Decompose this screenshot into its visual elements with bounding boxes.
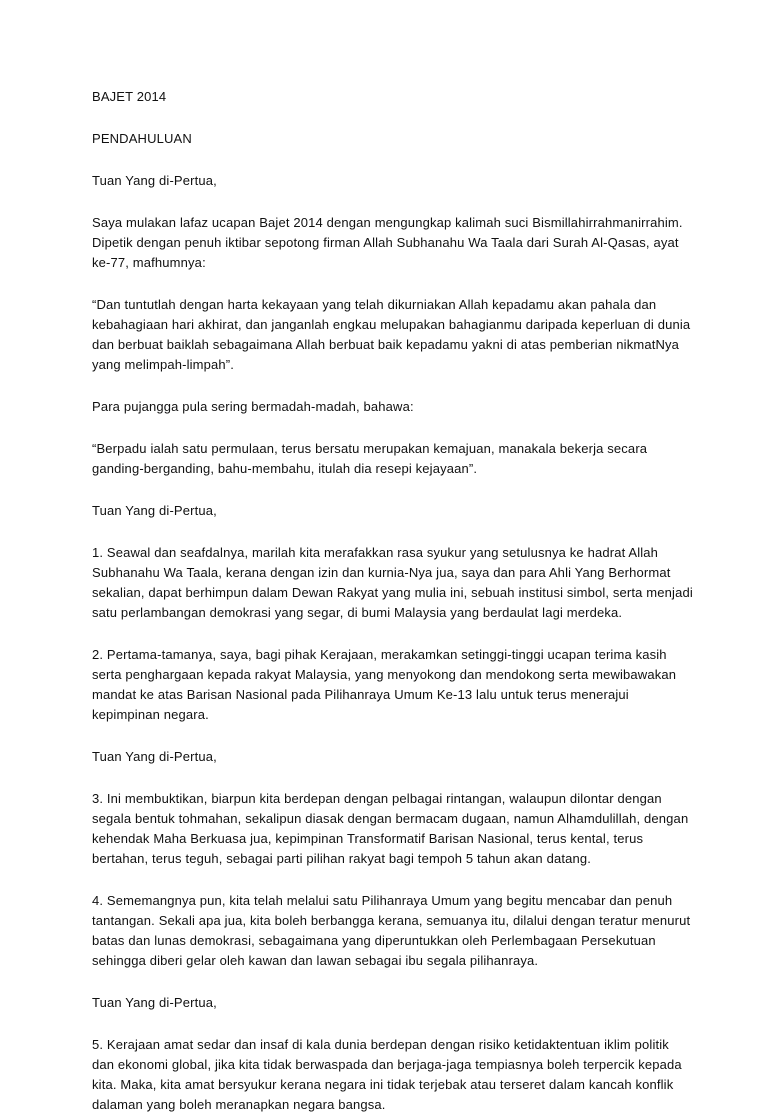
document-title [92, 87, 712, 107]
document-title-text: BAJET 2014 [92, 89, 167, 104]
paragraph-line: bertahan, terus teguh, sebagai parti pilihan rakyat bagi tempoh 5 tahun akan datang. [92, 851, 591, 866]
paragraph-line: dalaman yang boleh meranapkan negara bangsa. [92, 1097, 386, 1112]
paragraph-line: satu perlambangan demokrasi yang segar, di bumi Malaysia yang berdaulat lagi merdeka. [92, 605, 623, 620]
document-body [92, 171, 712, 1115]
paragraph-line: dan ekonomi global, jika kita tidak berwaspada dan berjaga-jaga tempiasnya boleh terpercik kepada [92, 1057, 682, 1072]
paragraph-line: Tuan Yang di-Pertua, [92, 749, 217, 764]
paragraph-line: Subhanahu Wa Taala, kerana dengan izin dan kurnia-Nya jua, saya dan para Ahli Yang Berhormat [92, 565, 671, 580]
paragraph [92, 993, 712, 1013]
paragraph-line: 5. Kerajaan amat sedar dan insaf di kala dunia berdepan dengan risiko ketidaktentuan iklim politik [92, 1037, 669, 1052]
paragraph [92, 543, 712, 623]
paragraph [92, 747, 712, 767]
paragraph-line: serta penghargaan kepada rakyat Malaysia, yang menyokong dan mendokong serta mewibawakan [92, 667, 677, 682]
paragraph-line: segala bentuk tohmahan, sekalipun diasak dengan bermacam dugaan, namun Alhamdulillah, dengan [92, 811, 689, 826]
paragraph [92, 501, 712, 521]
paragraph-line: “Berpadu ialah satu permulaan, terus bersatu merupakan kemajuan, manakala bekerja secara [92, 441, 648, 456]
paragraph-line: Dipetik dengan penuh iktibar sepotong firman Allah Subhanahu Wa Taala dari Surah Al-Qasas, ayat [92, 235, 679, 250]
paragraph-line: dan berbuat baiklah sebagaimana Allah berbuat baik kepadamu yakni di atas pemberian nikmatNya [92, 337, 680, 352]
paragraph-line: 3. Ini membuktikan, biarpun kita berdepan dengan pelbagai rintangan, walaupun dilontar dengan [92, 791, 662, 806]
paragraph [92, 645, 712, 725]
paragraph-line: ke-77, mafhumnya: [92, 255, 206, 270]
paragraph-line: sehingga diberi gelar oleh kawan dan lawan sebagai ibu segala pilihanraya. [92, 953, 539, 968]
paragraph-line: batas dan lunas demokrasi, sebagaimana yang diperuntukkan oleh Perlembagaan Persekutuan [92, 933, 656, 948]
paragraph-line: 2. Pertama-tamanya, saya, bagi pihak Kerajaan, merakamkan setinggi-tinggi ucapan terima kasih [92, 647, 667, 662]
paragraph-line: kita. Maka, kita amat bersyukur kerana negara ini tidak terjebak atau terseret dalam kancah konflik [92, 1077, 674, 1092]
paragraph [92, 1035, 712, 1115]
paragraph [92, 789, 712, 869]
paragraph [92, 439, 712, 479]
paragraph-line: 4. Sememangnya pun, kita telah melalui satu Pilihanraya Umum yang begitu mencabar dan penuh [92, 893, 673, 908]
paragraph-line: Para pujangga pula sering bermadah-madah, bahawa: [92, 399, 414, 414]
paragraph-line: yang melimpah-limpah”. [92, 357, 235, 372]
paragraph-line: mandat ke atas Barisan Nasional pada Pilihanraya Umum Ke-13 lalu untuk terus menerajui [92, 687, 629, 702]
paragraph-line: 1. Seawal dan seafdalnya, marilah kita merafakkan rasa syukur yang setulusnya ke hadrat Allah [92, 545, 659, 560]
paragraph [92, 171, 712, 191]
document-page [92, 87, 712, 1115]
paragraph [92, 397, 712, 417]
paragraph-line: ganding-berganding, bahu-membahu, itulah dia resepi kejayaan”. [92, 461, 478, 476]
paragraph [92, 295, 712, 375]
paragraph [92, 891, 712, 971]
paragraph-line: “Dan tuntutlah dengan harta kekayaan yang telah dikurniakan Allah kepadamu akan pahala dan [92, 297, 657, 312]
paragraph-line: Saya mulakan lafaz ucapan Bajet 2014 dengan mengungkap kalimah suci Bismillahirrahmanirrahim. [92, 215, 683, 230]
paragraph-line: kehendak Maha Berkuasa jua, kepimpinan Transformatif Barisan Nasional, terus kental, terus [92, 831, 644, 846]
paragraph-line: kepimpinan negara. [92, 707, 209, 722]
paragraph-line: tantangan. Sekali apa jua, kita boleh berbangga kerana, semuanya itu, dilalui dengan teratur menurut [92, 913, 691, 928]
paragraph-line: Tuan Yang di-Pertua, [92, 503, 217, 518]
paragraph-line: Tuan Yang di-Pertua, [92, 173, 217, 188]
paragraph-line: kebahagiaan hari akhirat, dan janganlah engkau melupakan bahagianmu daripada keperluan di dunia [92, 317, 691, 332]
section-heading [92, 129, 712, 149]
section-heading-text: PENDAHULUAN [92, 131, 192, 146]
paragraph [92, 213, 712, 273]
paragraph-line: sekalian, dapat berhimpun dalam Dewan Rakyat yang mulia ini, sebuah institusi simbol, serta menjadi [92, 585, 693, 600]
paragraph-line: Tuan Yang di-Pertua, [92, 995, 217, 1010]
